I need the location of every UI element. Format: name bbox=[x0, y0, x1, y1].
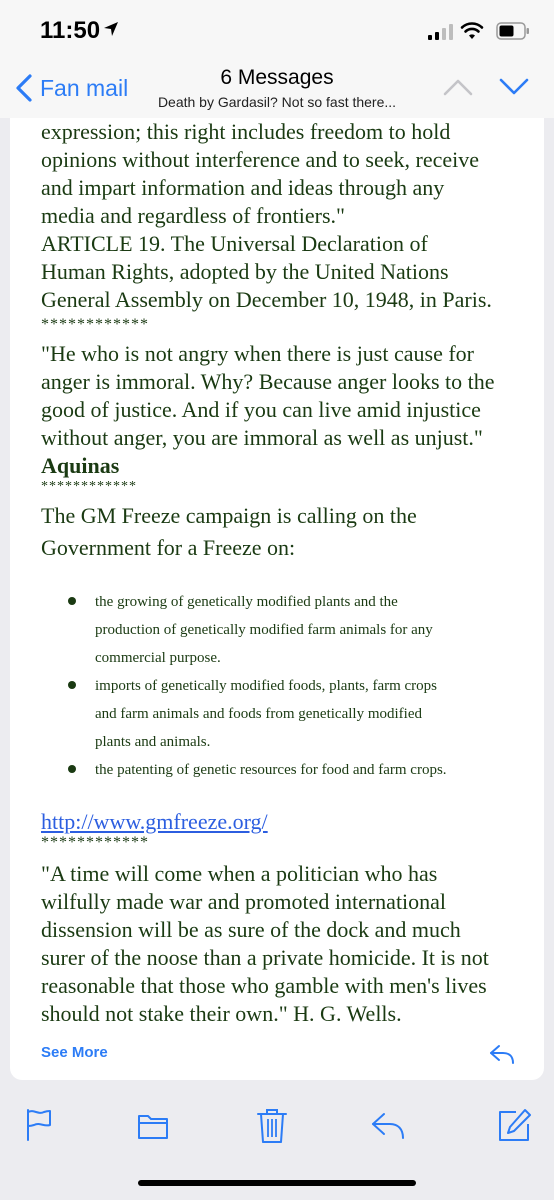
bullet-line: imports of genetically modified foods, plants, farm crops bbox=[95, 678, 438, 694]
battery-icon bbox=[496, 22, 530, 40]
body-line: good of justice. And if you can live amid injustice bbox=[41, 397, 481, 422]
bullet-line: the growing of genetically modified plants and the bbox=[95, 594, 398, 610]
body-line: reasonable that those who gamble with men's lives bbox=[41, 973, 487, 998]
wifi-icon bbox=[460, 21, 484, 41]
body-line: "A time will come when a politician who has bbox=[41, 861, 438, 886]
location-arrow-icon bbox=[103, 21, 119, 37]
attribution: Aquinas bbox=[41, 453, 120, 478]
body-line: ARTICLE 19. The Universal Declaration of bbox=[41, 231, 428, 256]
body-line: anger is immoral. Why? Because anger looks to the bbox=[41, 369, 495, 394]
bullet-dot bbox=[68, 681, 76, 689]
bullet-line: and farm animals and foods from genetically modified bbox=[95, 706, 422, 722]
separator: ************ bbox=[41, 479, 137, 494]
body-line: "He who is not angry when there is just cause for bbox=[41, 341, 474, 366]
back-label: Fan mail bbox=[40, 74, 129, 101]
body-line: Human Rights, adopted by the United Nations bbox=[41, 259, 449, 284]
separator: ************ bbox=[41, 316, 149, 333]
bullet-dot bbox=[68, 765, 76, 773]
bullet-list bbox=[68, 588, 528, 784]
body-line: surer of the noose than a private homicide. It is not bbox=[41, 945, 489, 970]
cellular-signal-icon bbox=[428, 24, 454, 40]
compose-icon[interactable] bbox=[496, 1108, 532, 1144]
trash-icon[interactable] bbox=[256, 1108, 288, 1144]
body-line: and impart information and ideas through any bbox=[41, 175, 445, 200]
separator: ************ bbox=[41, 834, 149, 851]
body-line: wilfully made war and promoted international bbox=[41, 889, 447, 914]
see-more-button[interactable]: See More bbox=[41, 1044, 108, 1061]
home-indicator bbox=[138, 1180, 416, 1186]
bullet-line: commercial purpose. bbox=[95, 650, 221, 666]
body-line: opinions without interference and to seek, receive bbox=[41, 147, 480, 172]
link-text[interactable]: http://www.gmfreeze.org/ bbox=[41, 809, 268, 834]
nav-subtitle: Death by Gardasil? Not so fast there... bbox=[157, 94, 397, 110]
body-line: expression; this right includes freedom to hold bbox=[41, 119, 451, 144]
status-time: 11:50 bbox=[40, 17, 101, 44]
bullet-line: production of genetically modified farm animals for any bbox=[95, 622, 433, 638]
bullet-line: the patenting of genetic resources for food and farm crops. bbox=[95, 762, 447, 778]
body-line: dissension will be as sure of the dock and much bbox=[41, 917, 461, 942]
body-line: Government for a Freeze on: bbox=[41, 535, 296, 560]
bullet-dot bbox=[68, 597, 76, 605]
nav-bar bbox=[0, 62, 554, 118]
message-body bbox=[41, 118, 521, 562]
folder-icon[interactable] bbox=[136, 1108, 170, 1142]
nav-title: 6 Messages bbox=[220, 66, 334, 89]
body-line: should not stake their own." H. G. Wells. bbox=[41, 1001, 402, 1026]
previous-message-chevron-up-icon[interactable] bbox=[442, 76, 474, 98]
body-line: General Assembly on December 10, 1948, in Paris. bbox=[41, 287, 492, 312]
reply-icon[interactable] bbox=[488, 1042, 516, 1066]
next-message-chevron-down-icon[interactable] bbox=[498, 76, 530, 98]
list-item bbox=[68, 672, 528, 756]
flag-icon[interactable] bbox=[24, 1108, 54, 1142]
gmfreeze-link[interactable] bbox=[41, 808, 521, 836]
body-line: The GM Freeze campaign is calling on the bbox=[41, 503, 417, 528]
reply-icon[interactable] bbox=[370, 1108, 406, 1142]
list-item bbox=[68, 756, 528, 784]
message-body-continued bbox=[41, 808, 521, 1028]
list-item bbox=[68, 588, 528, 672]
body-line: media and regardless of frontiers." bbox=[41, 203, 346, 228]
status-bar bbox=[0, 0, 554, 62]
bullet-line: plants and animals. bbox=[95, 734, 211, 750]
body-line: without anger, you are immoral as well as unjust." bbox=[41, 425, 483, 450]
message-card bbox=[10, 118, 544, 1080]
